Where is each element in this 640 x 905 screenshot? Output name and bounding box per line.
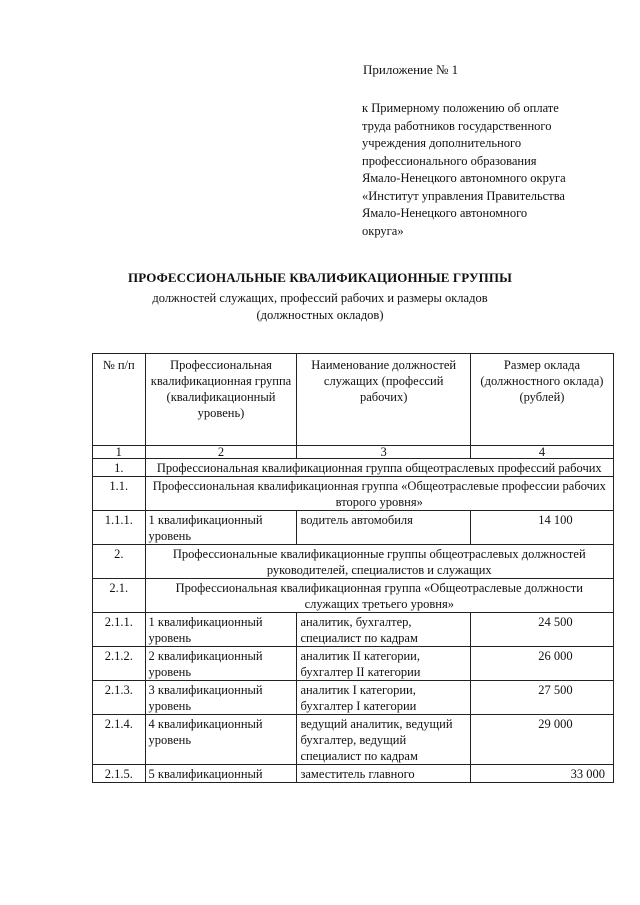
table-header-row	[93, 354, 614, 446]
group-title: Профессиональная квалификационная группа «Общеотраслевые должности служащих третьего уровня»	[145, 579, 613, 613]
subtitle-line: (должностных окладов)	[256, 308, 384, 322]
row-number: 2.1.	[93, 579, 146, 613]
group-title: Профессиональная квалификационная группа «Общеотраслевые профессии рабочих второго уровня»	[145, 477, 613, 511]
salary-value: 14 100	[470, 511, 613, 545]
row-number: 1.	[93, 459, 146, 477]
table-row	[93, 511, 614, 545]
position-names: заместитель главного	[297, 765, 470, 783]
column-number: 1	[93, 446, 146, 459]
table-row	[93, 765, 614, 783]
table-row	[93, 579, 614, 613]
column-number: 3	[297, 446, 470, 459]
column-number: 2	[145, 446, 297, 459]
table-row	[93, 613, 614, 647]
qualification-level: 5 квалификационный	[145, 765, 297, 783]
table-row	[93, 681, 614, 715]
position-names: аналитик I категории, бухгалтер I категории	[297, 681, 470, 715]
row-number: 2.1.1.	[93, 613, 146, 647]
table-row	[93, 459, 614, 477]
salary-value: 26 000	[470, 647, 613, 681]
position-names: ведущий аналитик, ведущий бухгалтер, ведущий специалист по кадрам	[297, 715, 470, 765]
reference-line: труда работников государственного	[362, 118, 552, 133]
reference-line: Ямало-Ненецкого автономного	[362, 206, 528, 220]
reference-line: Ямало-Ненецкого автономного округа	[362, 171, 566, 185]
document-title: ПРОФЕССИОНАЛЬНЫЕ КВАЛИФИКАЦИОННЫЕ ГРУППЫ	[128, 270, 512, 285]
row-number: 2.1.3.	[93, 681, 146, 715]
qualification-level: 1 квалификационный уровень	[145, 613, 297, 647]
appendix-label: Приложение № 1	[363, 62, 459, 77]
column-number: 4	[470, 446, 613, 459]
qualification-level: 2 квалификационный уровень	[145, 647, 297, 681]
salary-value: 24 500	[470, 613, 613, 647]
salary-value: 33 000	[470, 765, 613, 783]
header-number: № п/п	[93, 354, 146, 446]
reference-line: «Институт управления Правительства	[362, 188, 565, 203]
row-number: 1.1.	[93, 477, 146, 511]
row-number: 2.1.4.	[93, 715, 146, 765]
group-title: Профессиональная квалификационная группа общеотраслевых профессий рабочих	[145, 459, 613, 477]
header-positions: Наименование должностей служащих (профессий рабочих)	[297, 354, 470, 446]
row-number: 2.1.2.	[93, 647, 146, 681]
reference-line: профессионального образования	[362, 153, 537, 168]
reference-line: округа»	[362, 223, 404, 238]
reference-line: к Примерному положению об оплате	[362, 101, 559, 115]
position-names: аналитик, бухгалтер, специалист по кадрам	[297, 613, 470, 647]
document-subtitle	[0, 290, 640, 324]
column-number-row	[93, 446, 614, 459]
table-row	[93, 647, 614, 681]
position-names: аналитик II категории, бухгалтер II категории	[297, 647, 470, 681]
salary-value: 29 000	[470, 715, 613, 765]
row-number: 2.	[93, 545, 146, 579]
table-row	[93, 545, 614, 579]
header-salary: Размер оклада (должностного оклада) (рублей)	[470, 354, 613, 446]
row-number: 2.1.5.	[93, 765, 146, 783]
row-number: 1.1.1.	[93, 511, 146, 545]
group-title: Профессиональные квалификационные группы общеотраслевых должностей руководителей, специалистов и служащих	[145, 545, 613, 579]
appendix-reference	[362, 100, 622, 240]
reference-line: учреждения дополнительного	[362, 136, 522, 150]
subtitle-line: должностей служащих, профессий рабочих и размеры окладов	[152, 291, 488, 305]
table-row	[93, 715, 614, 765]
position-names: водитель автомобиля	[297, 511, 470, 545]
qualification-level: 4 квалификационный уровень	[145, 715, 297, 765]
salary-value: 27 500	[470, 681, 613, 715]
header-group: Профессиональная квалификационная группа (квалификационный уровень)	[145, 354, 297, 446]
table-row	[93, 477, 614, 511]
salary-table	[92, 353, 614, 783]
qualification-level: 1 квалификационный уровень	[145, 511, 297, 545]
qualification-level: 3 квалификационный уровень	[145, 681, 297, 715]
